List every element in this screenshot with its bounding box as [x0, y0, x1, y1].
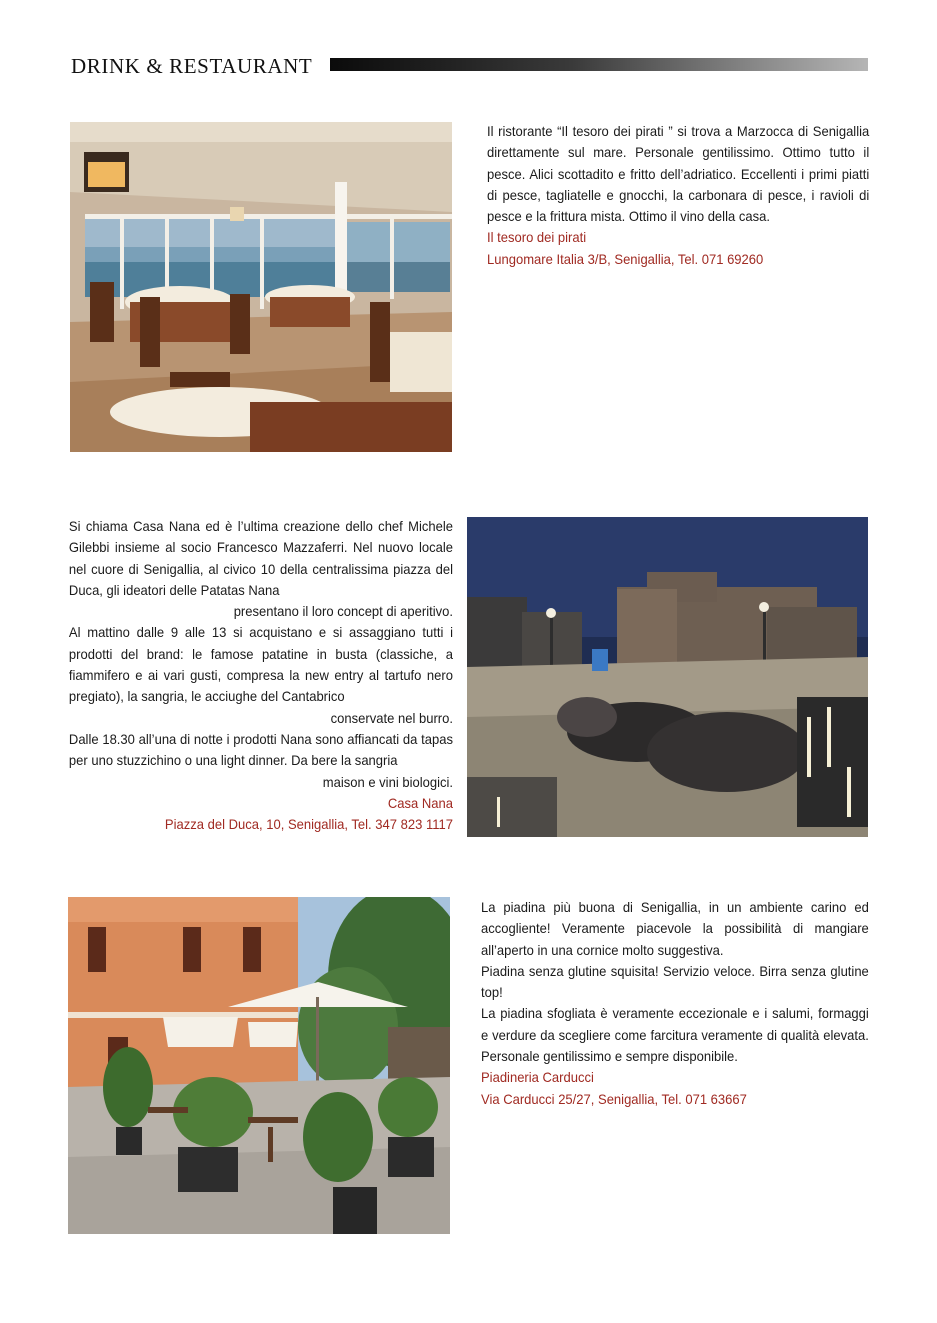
- description-paragraph: Al mattino dalle 9 alle 13 si acquistano e si assaggiano tutti i prodotti del brand: le famose patatine in busta (classiche, a fiammifero e ai vari gusti, compresa la new entry al tartufo nero pregiato), la sangria, le acciughe del Cantabrico: [68, 624, 453, 705]
- restaurant-name: Casa Nana: [387, 794, 453, 811]
- restaurant-address: Lungomare Italia 3/B, Senigallia, Tel. 071 69260: [487, 250, 764, 267]
- section-title: DRINK & RESTAURANT: [71, 54, 313, 78]
- restaurant-address: Via Carducci 25/27, Senigallia, Tel. 071 63667: [481, 1090, 747, 1107]
- restaurant-address: Piazza del Duca, 10, Senigallia, Tel. 347 823 1117: [164, 816, 453, 833]
- restaurant-name: Il tesoro dei pirati: [487, 229, 587, 246]
- description-paragraph: maison e vini biologici.: [322, 773, 453, 790]
- restaurant-description-casa-nana: [69, 516, 453, 835]
- restaurant-photo-casa-nana: [467, 517, 868, 837]
- description-paragraph: La piadina più buona di Senigallia, in un ambiente carino ed accogliente! Veramente piacevole la possibilità di mangiare all’aperto in una cornice molto suggestiva.: [481, 899, 869, 958]
- header-gradient-bar: [330, 58, 868, 71]
- description-paragraph: Si chiama Casa Nana ed è l’ultima creazione dello chef Michele Gilebbi insieme al socio Francesco Mazzaferri. Nel nuovo locale nel cuore di Senigallia, al civico 10 della centralissima piazza del Duca, gli ideatori delle Patatas Nana: [68, 518, 453, 598]
- restaurant-photo-tesoro-dei-pirati: [70, 122, 452, 452]
- description-paragraph: Il ristorante “Il tesoro dei pirati ” si trova a Marzocca di Senigallia direttamente sul mare. Personale gentilissimo. Ottimo tutto il pesce. Alici scottadito e fritto dell’adriatico. Eccellenti i primi piatti di pesce, tagliatelle e gnocchi, la carbonara di pesce, i ravioli di pesce e la frittura mista. Ottimo il vino della casa.: [487, 123, 870, 225]
- restaurant-photo-piadineria-carducci: [68, 897, 450, 1234]
- restaurant-description-tesoro-dei-pirati: [487, 121, 869, 270]
- description-paragraph: La piadina sfogliata è veramente eccezionale e i salumi, formaggi e verdure da scegliere come farcitura veramente di qualità elevata. Personale gentilissimo e sempre disponibile.: [481, 1005, 869, 1065]
- description-paragraph: Dalle 18.30 all’una di notte i prodotti Nana sono affiancati da tapas per uno stuzzichino o una light dinner. Da bere la sangria: [68, 730, 453, 769]
- description-paragraph: Piadina senza glutine squisita! Servizio veloce. Birra senza glutine top!: [481, 962, 869, 1001]
- description-paragraph: conservate nel burro.: [330, 709, 453, 726]
- restaurant-name: Piadineria Carducci: [481, 1069, 594, 1086]
- restaurant-description-piadineria-carducci: [481, 897, 869, 1110]
- description-paragraph: presentano il loro concept di aperitivo.: [233, 603, 453, 620]
